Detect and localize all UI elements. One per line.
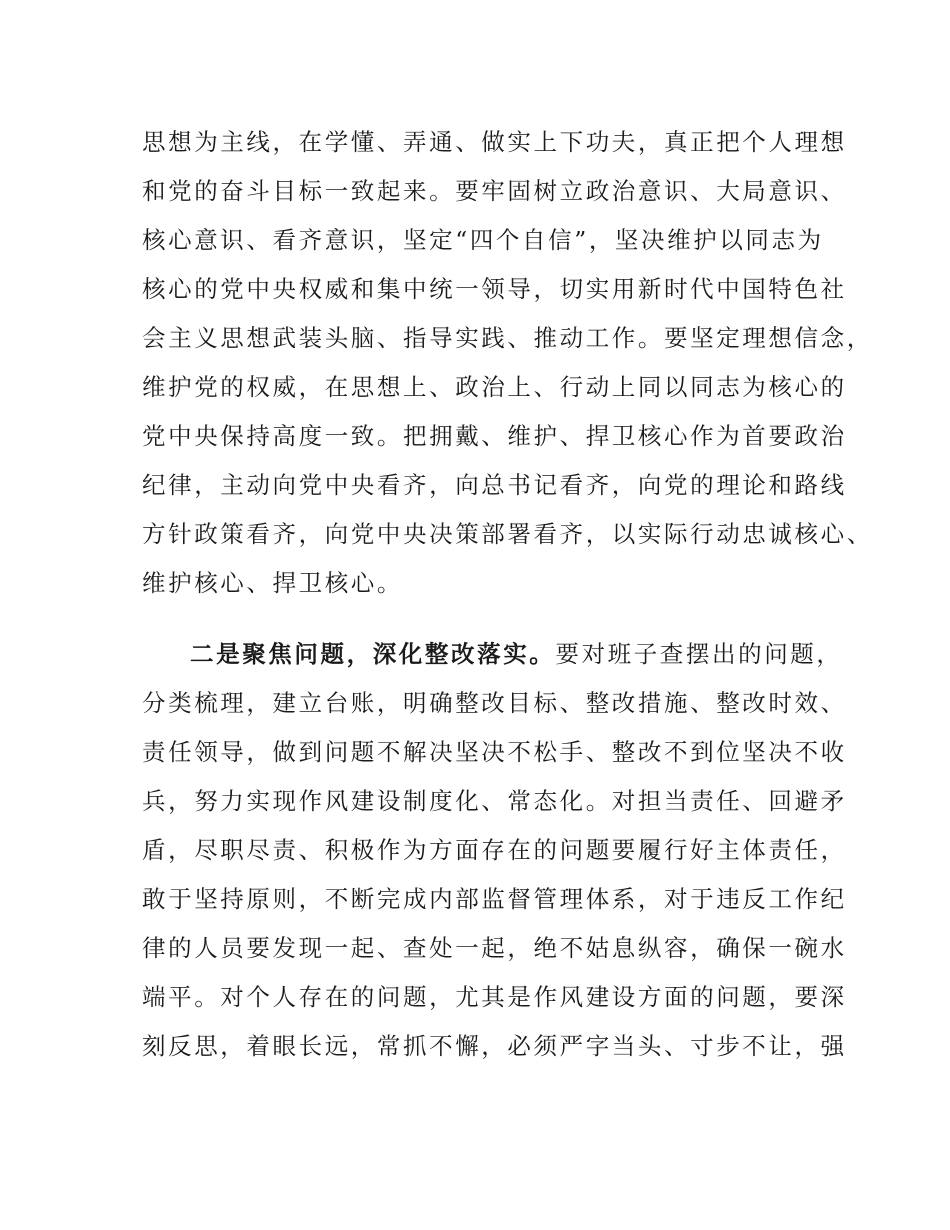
paragraph-2-first-line-text: 要对班子查摆出的问题， bbox=[555, 640, 843, 668]
paragraph-1-line-5: 会主义思想武装头脑、指导实践、推动工作。要坚定理想信念， bbox=[142, 324, 873, 352]
paragraph-2-line-7: 律的人员要发现一起、查处一起，绝不姑息纵容，确保一碗水 bbox=[142, 934, 847, 962]
paragraph-1-line-1: 思想为主线，在学懂、弄通、做实上下功夫，真正把个人理想 bbox=[142, 128, 847, 156]
paragraph-2-line-4: 兵，努力实现作风建设制度化、常态化。对担当责任、回避矛 bbox=[142, 787, 847, 815]
paragraph-1-line-8: 纪律，主动向党中央看齐，向总书记看齐，向党的理论和路线 bbox=[142, 471, 847, 499]
paragraph-2-first-line bbox=[190, 634, 890, 674]
paragraph-2-heading: 二是聚焦问题，深化整改落实。 bbox=[190, 640, 556, 668]
paragraph-1-line-6: 维护党的权威，在思想上、政治上、行动上同以同志为核心的 bbox=[142, 373, 847, 401]
paragraph-2-line-9: 刻反思，着眼长远，常抓不懈，必须严字当头、寸步不让，强 bbox=[142, 1032, 847, 1060]
paragraph-1-line-7: 党中央保持高度一致。把拥戴、维护、捍卫核心作为首要政治 bbox=[142, 422, 847, 450]
paragraph-2-line-6: 敢于坚持原则，不断完成内部监督管理体系，对于违反工作纪 bbox=[142, 885, 847, 913]
paragraph-1-line-9: 方针政策看齐，向党中央决策部署看齐，以实际行动忠诚核心、 bbox=[142, 520, 873, 548]
paragraph-2-line-3: 责任领导，做到问题不解决坚决不松手、整改不到位坚决不收 bbox=[142, 738, 847, 766]
paragraph-2-line-5: 盾，尽职尽责、积极作为方面存在的问题要履行好主体责任， bbox=[142, 836, 847, 864]
paragraph-1-line-3: 核心意识、看齐意识，坚定“四个自信”，坚决维护以同志为 bbox=[142, 226, 824, 254]
paragraph-2-line-8: 端平。对个人存在的问题，尤其是作风建设方面的问题，要深 bbox=[142, 983, 847, 1011]
paragraph-1-line-2: 和党的奋斗目标一致起来。要牢固树立政治意识、大局意识、 bbox=[142, 177, 847, 205]
paragraph-2-line-2: 分类梳理，建立台账，明确整改目标、整改措施、整改时效、 bbox=[142, 689, 847, 717]
paragraph-1-line-10: 维护核心、捍卫核心。 bbox=[142, 569, 403, 597]
paragraph-1-line-4: 核心的党中央权威和集中统一领导，切实用新时代中国特色社 bbox=[142, 275, 847, 303]
